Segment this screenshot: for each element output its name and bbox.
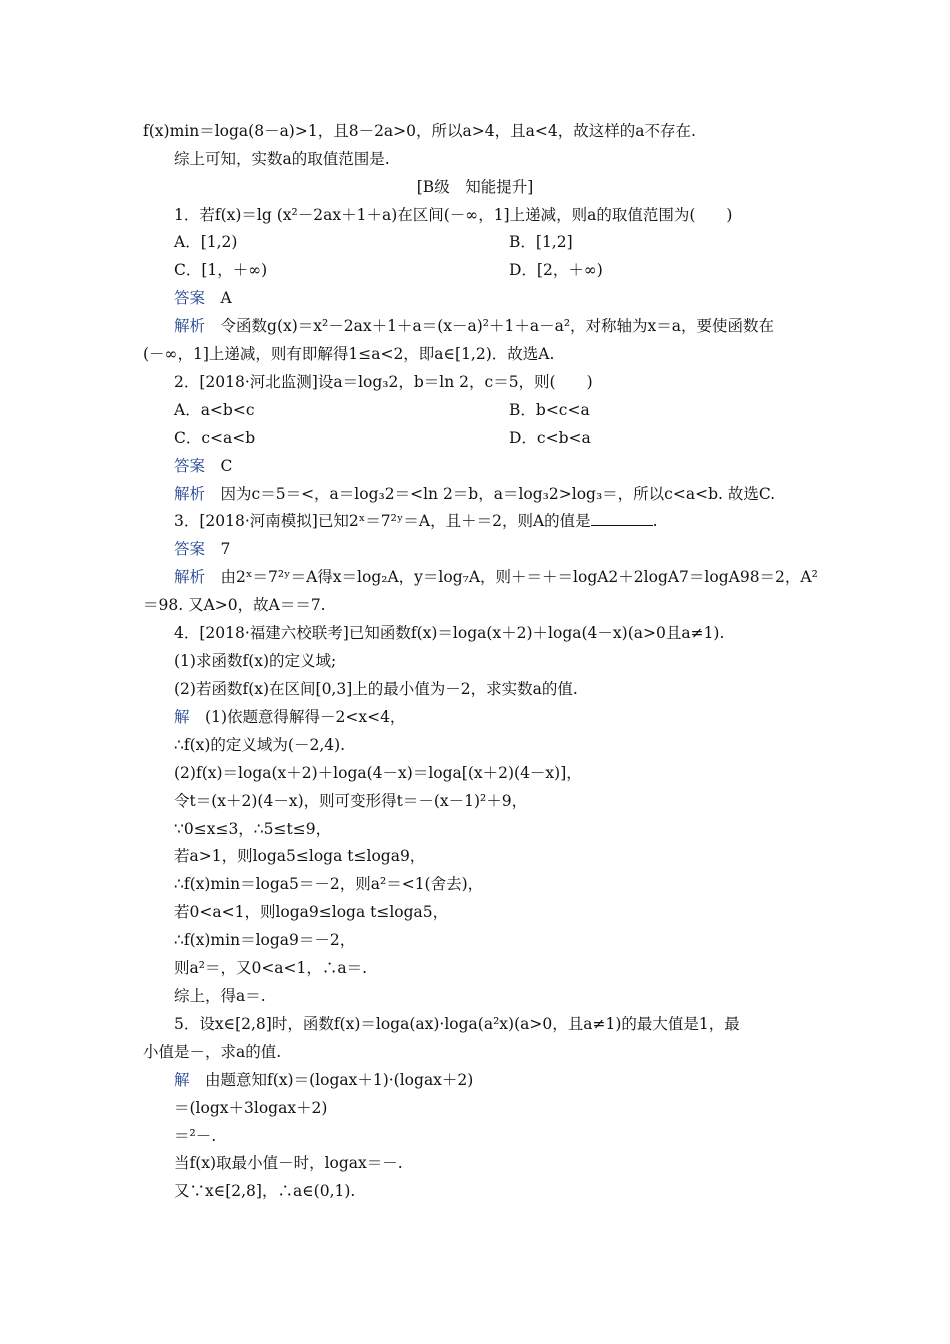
- option-row: [174, 400, 854, 420]
- solution-text: (1)依题意得解得－2<x<4，: [205, 708, 406, 726]
- text-line: 又∵x∈[2,8]，∴a∈(0,1).: [174, 1182, 356, 1200]
- solution-line: [174, 707, 854, 727]
- option-d: D．[2，＋∞): [509, 261, 603, 279]
- option-c: C．[1，＋∞): [174, 261, 268, 279]
- text-line: (1)求函数f(x)的定义域;: [174, 652, 337, 670]
- text-line: (－∞，1]上递减，则有即解得1≤a<2，即a∈[1,2)．故选A.: [143, 345, 555, 363]
- question-3: 3．[2018·河南模拟]已知2ˣ＝7²ʸ＝A，且＋＝2，则A的值是 .: [174, 512, 658, 530]
- text-line: (2)f(x)＝loga(x＋2)＋loga(4－x)＝loga[(x＋2)(4－x)]，: [174, 764, 582, 782]
- text-line: 综上，得a＝.: [174, 987, 266, 1005]
- answer-label: 答案: [174, 540, 206, 558]
- question-5: 5．设x∈[2,8]时，函数f(x)＝loga(ax)·loga(a²x)(a>0，且a≠1)的最大值是1，最: [174, 1015, 740, 1033]
- text-line: 若a>1，则loga5≤loga t≤loga9，: [174, 847, 426, 865]
- question-1: 1．若f(x)＝lg (x²－2ax＋1＋a)在区间(－∞，1]上递减，则a的取值范围为( ): [174, 206, 733, 224]
- analysis-label: 解析: [174, 485, 206, 503]
- text-line: 令t＝(x＋2)(4－x)，则可变形得t＝－(x－1)²＋9，: [174, 792, 528, 810]
- text-line: 若0<a<1，则loga9≤loga t≤loga5，: [174, 903, 449, 921]
- option-row: [174, 260, 854, 280]
- text-line: 综上可知，实数a的取值范围是.: [174, 150, 390, 168]
- question-4: 4．[2018·福建六校联考]已知函数f(x)＝loga(x＋2)＋loga(4－x)(a>0且a≠1).: [174, 624, 725, 642]
- solution-label: 解: [174, 708, 190, 726]
- solution-label: 解: [174, 1071, 190, 1089]
- answer-line: [174, 288, 854, 308]
- answer-line: [174, 539, 854, 559]
- answer-label: 答案: [174, 289, 206, 307]
- text-line: ＝²－.: [174, 1127, 217, 1145]
- solution-line: [174, 1070, 854, 1090]
- option-row: [174, 232, 854, 252]
- option-d: D．c<b<a: [509, 429, 591, 447]
- text-line: 小值是－，求a的值.: [143, 1043, 282, 1061]
- text-line: ∵0≤x≤3，∴5≤t≤9，: [174, 820, 332, 838]
- analysis-label: 解析: [174, 568, 206, 586]
- option-a: A．a<b<c: [174, 401, 255, 419]
- answer-label: 答案: [174, 457, 206, 475]
- answer-blank: [591, 511, 653, 526]
- analysis-line: [174, 316, 854, 336]
- text-line: ∴f(x)min＝loga5＝－2，则a²＝<1(舍去)，: [174, 875, 484, 893]
- option-b: B．[1,2]: [509, 233, 573, 251]
- question-2: 2．[2018·河北监测]设a＝log₃2，b＝ln 2，c＝5，则( ): [174, 373, 593, 391]
- text-line: (2)若函数f(x)在区间[0,3]上的最小值为－2，求实数a的值.: [174, 680, 578, 698]
- text-line: f(x)min＝loga(8－a)>1，且8－2a>0，所以a>4，且a<4，故这样的a不存在.: [143, 122, 696, 140]
- answer-value: C: [220, 457, 233, 475]
- option-c: C．c<a<b: [174, 429, 256, 447]
- answer-line: [174, 456, 854, 476]
- text-line: ＝(logx＋3logax＋2): [174, 1099, 328, 1117]
- answer-value: A: [220, 289, 232, 307]
- text-line: ∴f(x)的定义域为(－2,4).: [174, 736, 346, 754]
- analysis-text: 由2ˣ＝7²ʸ＝A得x＝log₂A，y＝log₇A，则＋＝＋＝logA2＋2logA7＝logA98＝2，A²: [220, 568, 818, 586]
- section-heading: [B级 知能提升]: [416, 178, 534, 196]
- analysis-line: [174, 484, 854, 504]
- analysis-line: [174, 567, 854, 587]
- text-line: ∴f(x)min＝loga9＝－2，: [174, 931, 356, 949]
- option-b: B．b<c<a: [509, 401, 590, 419]
- analysis-label: 解析: [174, 317, 206, 335]
- text-line: ＝98. 又A>0，故A＝＝7.: [143, 596, 326, 614]
- option-row: [174, 428, 854, 448]
- analysis-text: 令函数g(x)＝x²－2ax＋1＋a＝(x－a)²＋1＋a－a²，对称轴为x＝a，要使函数在: [220, 317, 775, 335]
- solution-text: 由题意知f(x)＝(logax＋1)·(logax＋2): [205, 1071, 474, 1089]
- answer-value: 7: [220, 540, 231, 558]
- analysis-text: 因为c＝5＝<，a＝log₃2＝<ln 2＝b，a＝log₃2>log₃＝，所以c<a<b. 故选C.: [220, 485, 776, 503]
- text-line: 则a²＝，又0<a<1，∴a＝.: [174, 959, 368, 977]
- option-a: A．[1,2): [174, 233, 238, 251]
- text-line: 当f(x)取最小值－时，logax＝－.: [174, 1154, 403, 1172]
